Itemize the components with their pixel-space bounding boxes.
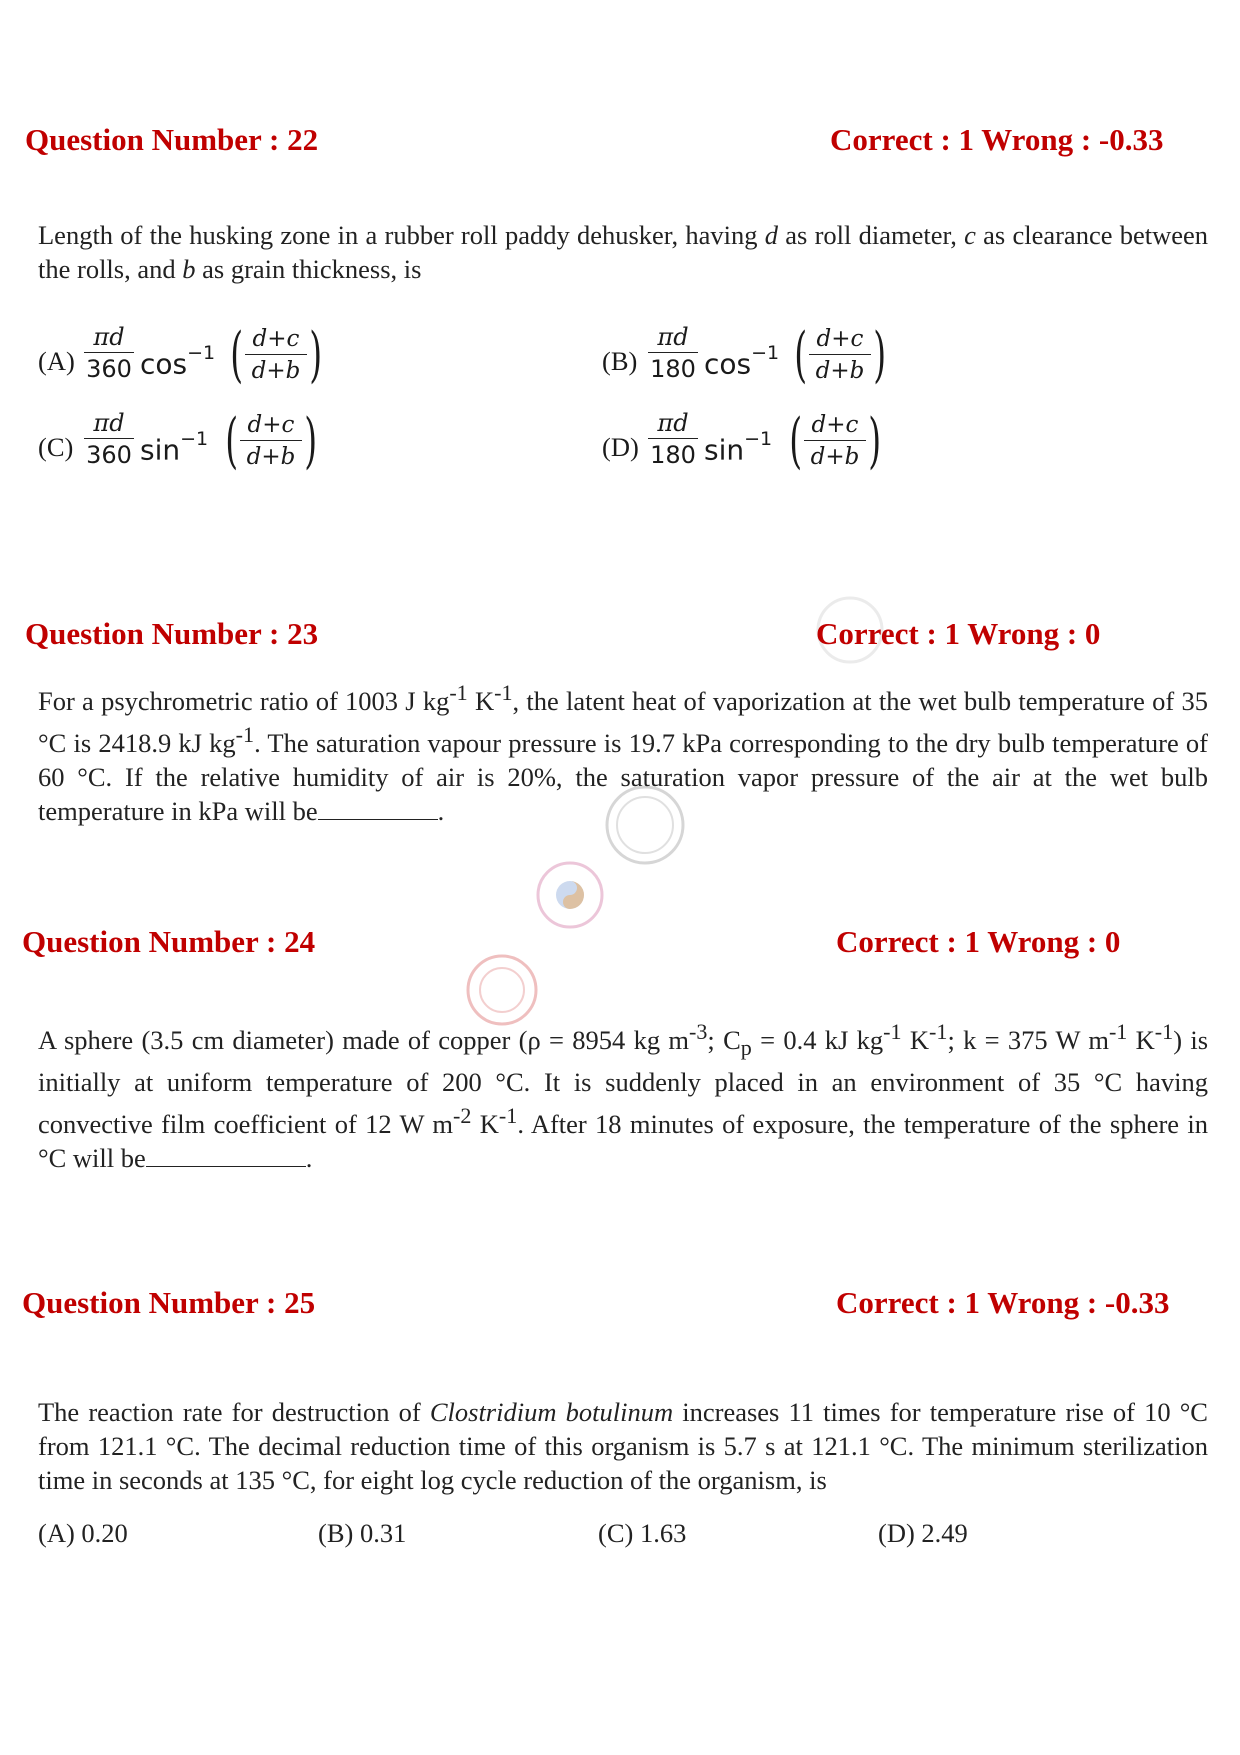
question-25-option-a[interactable]: (A) 0.20 — [38, 1518, 128, 1548]
question-23-text: For a psychrometric ratio of 1003 J $kg^{-1}$ $K^{-1}$, the latent heat of vaporization at the wet bulb temperature of 35 °C is 2418.9 kJ $kg^{-1}$. The saturation vapour pressure is 19.7 kPa corresponding to the dry bulb temperature of 60 °C. If the relative humidity of air is 20%, the saturation vapor pressure of the air at the wet bulb temperature in kPa will be . — [38, 680, 1208, 826]
question-25-option-c[interactable]: (C) 1.63 — [598, 1518, 687, 1548]
watermark-logo — [530, 855, 610, 935]
question-22-option-d[interactable]: (D) $\frac{\pi d}{180}$ $\sin^{-1}$ ( d+c d+b ) — [602, 406, 881, 476]
question-24-marks: Correct : 1 Wrong : 0 — [836, 924, 1121, 959]
question-23-marks: Correct : 1 Wrong : 0 — [816, 616, 1101, 651]
question-23-number: Question Number : 23 — [25, 616, 319, 651]
question-25-number: Question Number : 25 — [22, 1285, 316, 1320]
question-22-marks: Correct : 1 Wrong : -0.33 — [830, 122, 1164, 157]
question-22-option-b[interactable]: (B) $\frac{\pi d}{180}$ $\cos^{-1}$ ( d+c d+b ) — [602, 320, 886, 390]
question-25-marks: Correct : 1 Wrong : -0.33 — [836, 1285, 1170, 1320]
question-25-text: The reaction rate for destruction of Clostridium botulinum increases 11 times for temperature rise of 10 °C from 121.1 °C. The decimal reduction time of this organism is 5.7 s at 121.1 °C. The minimum sterilization time in seconds at 135 °C, for eight log cycle reduction of the organism, is — [38, 1397, 1208, 1495]
question-22-number: Question Number : 22 — [25, 122, 319, 157]
question-22-option-c[interactable]: (C) $\frac{\pi d}{360}$ $\sin^{-1}$ ( d+c d+b ) — [38, 406, 317, 476]
question-24-text: A sphere (3.5 cm diameter) made of copper (ρ = 8954 kg $m^{-3}$; $C_p = 0.4$ kJ $kg^{-1}$ $K^{-1}$; k = 375 W $m^{-1}$ $K^{-1}$) is initially at uniform temperature of 200 °C. It is suddenly placed in an environment of 35 °C having convective film coefficient of 12 W $m^{-2}$ $K^{-1}$. After 18 minutes of exposure, the temperature of the sphere in °C will be . — [38, 1019, 1209, 1173]
answer-blank — [318, 818, 438, 820]
question-25-option-d[interactable]: (D) 2.49 — [878, 1518, 968, 1548]
question-25-option-b[interactable]: (B) 0.31 — [318, 1518, 407, 1548]
answer-blank — [146, 1165, 306, 1167]
question-24-number: Question Number : 24 — [22, 924, 316, 959]
question-22-option-a[interactable]: (A) $\frac{\pi d}{360}$ $\cos^{-1}$ ( d+c d+b ) — [38, 320, 322, 390]
question-22-text: Length of the husking zone in a rubber roll paddy dehusker, having d as roll diameter, c as clearance between the rolls, and b as grain thickness, is — [38, 220, 1208, 284]
